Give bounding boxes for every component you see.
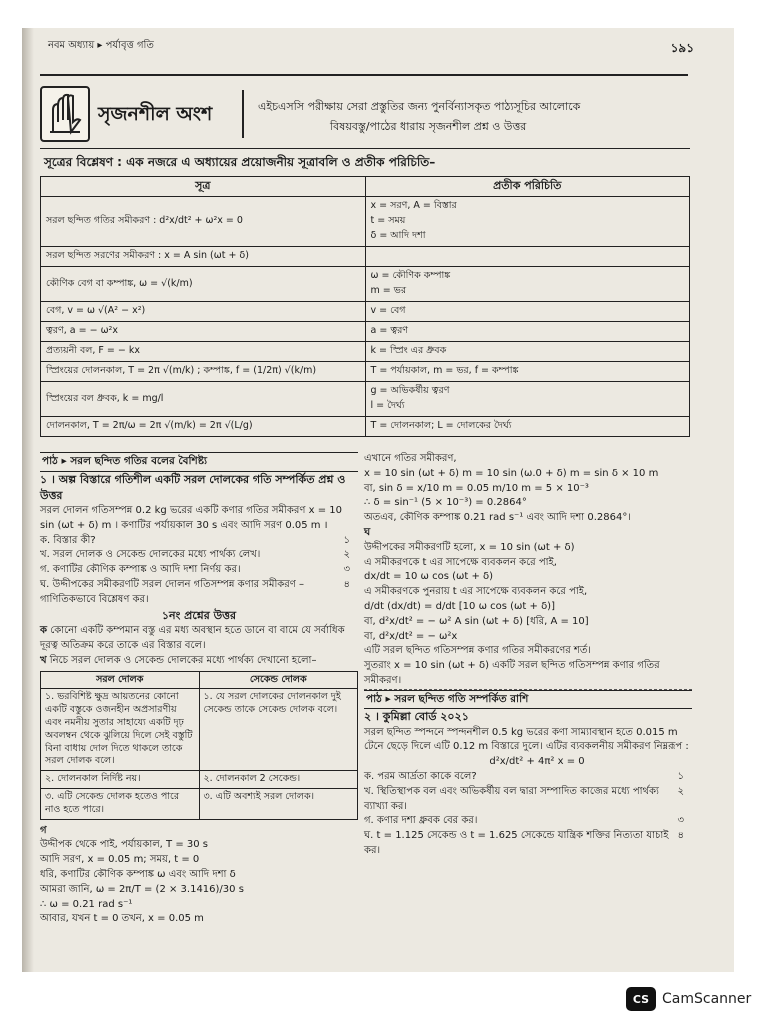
- question-2-board: কুমিল্লা বোর্ড ২০২১: [382, 710, 469, 724]
- sub-question-mark: ৩: [343, 564, 350, 576]
- right-column: [364, 452, 692, 859]
- formula-cell: স্প্রিংয়ের দোলনকাল, T = 2π √(m/k) ; কম্পাঙ্ক, f = (1/2π) √(k/m): [41, 362, 366, 382]
- symbol-cell: x = সরণ, A = বিস্তার t = সময় δ = আদি দশা: [365, 197, 690, 247]
- symbol-cell: g = অভিকর্ষীয় ত্বরণ l = দৈর্ঘ্য: [365, 382, 690, 417]
- comparison-cell-simple: ৩. এটি সেকেন্ড দোলক হতেও পারে নাও হতে পারে।: [41, 789, 200, 820]
- answer-text: নিচে সরল দোলক ও সেকেন্ড দোলকের মধ্যে পার্থক্য দেখানো হলো–: [49, 654, 317, 666]
- answer-label: ক: [40, 624, 47, 636]
- answer-line: এখানে গতির সমীকরণ,: [364, 453, 457, 464]
- sub-question: [364, 785, 692, 815]
- camscanner-text: CamScanner: [662, 991, 752, 1007]
- question-1-title: অল্প বিস্তারে গতিশীল একটি সরল দোলকের গতি সম্পর্কিত প্রশ্ন ও উত্তর: [40, 472, 346, 502]
- formula-row: [41, 362, 690, 382]
- page-number: ১৯১: [670, 41, 694, 55]
- question-1-stem: সরল দোলন গতিসম্পন্ন 0.2 kg ভরের একটি কণার গতির সমীকরণ x = 10 sin (ωt + δ) m । কণাটির পর্যায়কাল 30 s এবং আদি সরণ 0.05 m ।: [40, 505, 343, 531]
- answer-1-gh: [364, 526, 692, 689]
- section-banner: [40, 84, 690, 146]
- answer-1-kh: [40, 654, 358, 669]
- sub-question-text: খ. স্থিতিস্থাপক বল এবং অভিকর্ষীয় বল দ্বারা সম্পাদিত কাজের মধ্যে পার্থক্য ব্যাখ্যা কর।: [364, 785, 659, 812]
- formula-cell: দোলনকাল, T = 2π/ω = 2π √(m/k) = 2π √(L/g): [41, 417, 366, 437]
- answer-line: বা, sin δ = x/10 m = 0.05 m/10 m = 5 × 10⁻³: [364, 482, 589, 494]
- answer-line: ∴ ω = 0.21 rad s⁻¹: [40, 898, 133, 910]
- sub-question-mark: ৩: [677, 815, 684, 827]
- question-2-subquestions: [364, 770, 692, 859]
- comparison-cell-second: ৩. এটি অবশ্যই সরল দোলক।: [199, 789, 358, 820]
- answer-line: ধরি, কণাটির কৌণিক কম্পাঙ্ক ω এবং আদি দশা δ: [40, 869, 236, 881]
- camscanner-watermark: [626, 984, 751, 1014]
- section-bar-2: পাঠ ▸ সরল ছন্দিত গতি সম্পর্কিত রাশি: [364, 690, 692, 710]
- answer-line: বা, d²x/dt² = − ω²x: [364, 630, 458, 642]
- answer-1-title: ১নং প্রশ্নের উত্তর: [161, 608, 237, 622]
- question-2-number: ২: [364, 710, 372, 724]
- answer-text: কোনো একটি কম্পমান বস্তু এর মধ্য অবস্থান হতে ডানে বা বামে যে সর্বাধিক দূরত্ব অতিক্রম করে তাকে এর বিস্তার বলে।: [40, 624, 345, 651]
- question-1-heading: ১ । অল্প বিস্তারে গতিশীল একটি সরল দোলকের গতি সম্পর্কিত প্রশ্ন ও উত্তর: [40, 472, 346, 502]
- sub-question-mark: ২: [677, 785, 684, 797]
- answer-label: গ: [40, 824, 47, 836]
- answer-line: এ সমীকরণকে পুনরায় t এর সাপেক্ষে ব্যবকলন করে পাই,: [364, 586, 588, 598]
- comparison-cell-second: ১. যে সরল দোলকের দোলনকাল দুই সেকেন্ড তাকে সেকেন্ড দোলক বলে।: [199, 689, 358, 771]
- sub-question: [364, 770, 692, 785]
- question-1-subquestions: [40, 534, 358, 608]
- formula-cell: সরল ছন্দিত গতির সমীকরণ : d²x/dt² + ω²x = 0: [41, 197, 366, 247]
- comparison-row: [41, 689, 358, 771]
- answer-line: x = 10 sin (ωt + δ) m = 10 sin (ω.0 + δ) m = sin δ × 10 m: [364, 467, 659, 479]
- answer-line: এটি সরল ছন্দিত গতিসম্পন্ন কণার গতির সমীকরণের শর্ত।: [364, 645, 591, 657]
- answer-line: আবার, যখন t = 0 তখন, x = 0.05 m: [40, 913, 204, 925]
- answer-label: ঘ: [364, 526, 371, 538]
- answer-line: উদ্দীপকের সমীকরণটি হলো, x = 10 sin (ωt + δ): [364, 541, 575, 553]
- formula-cell: বেগ, v = ω √(A² − x²): [41, 302, 366, 322]
- formula-cell: ত্বরণ, a = − ω²x: [41, 322, 366, 342]
- answer-line: অতএব, কৌণিক কম্পাঙ্ক 0.21 rad s⁻¹ এবং আদি দশা 0.2864°।: [364, 512, 631, 524]
- comparison-row: [41, 789, 358, 820]
- answer-line: আদি সরণ, x = 0.05 m; সময়, t = 0: [40, 854, 200, 866]
- sub-question-text: ক. বিস্তার কী?: [40, 534, 96, 546]
- sub-question-text: ঘ. উদ্দীপকের সমীকরণটি সরল দোলন গতিসম্পন্ন কণার সমীকরণ – গাণিতিকভাবে বিশ্লেষণ কর।: [40, 579, 305, 605]
- banner-rule: [40, 148, 690, 149]
- comparison-cell-second: ২. দোলনকাল 2 সেকেন্ড।: [199, 771, 358, 789]
- comparison-table-body: [41, 689, 358, 819]
- comparison-row: [41, 771, 358, 789]
- symbol-cell: [365, 247, 690, 267]
- sub-question: [364, 814, 692, 829]
- banner-subtitle-2: বিষয়বস্তু/পাঠের ধারায় সৃজনশীল প্রশ্ন ও উত্তর: [330, 120, 527, 133]
- comparison-header-second: সেকেন্ড দোলক: [199, 672, 358, 689]
- formula-col-header: সূত্র: [41, 177, 366, 197]
- left-column: [40, 452, 358, 927]
- sub-question: [40, 534, 358, 549]
- answer-gh-lines: [364, 541, 692, 689]
- comparison-header-simple: সরল দোলক: [41, 672, 200, 689]
- answer-line: সুতরাং x = 10 sin (ωt + δ) একটি সরল ছন্দিত গতিসম্পন্ন কণার গতির সমীকরণ।: [364, 660, 660, 686]
- formula-row: [41, 417, 690, 437]
- comparison-table: [40, 671, 358, 819]
- symbol-col-header: প্রতীক পরিচিতি: [365, 177, 690, 197]
- formula-row: [41, 302, 690, 322]
- comparison-cell-simple: ১. ভরবিশিষ্ট ক্ষুদ্র আয়তনের কোনো একটি বস্তুকে ওজনহীন অপ্রসারণীয় এবং নমনীয় সুতার সাহায্যে একটি দৃঢ় অবলম্বন থেকে ঝুলিয়ে দিলে সেই বস্তুটি বিনা বাধায় দোল দিতে থাকলে তাকে সরল দোলক বলে।: [41, 689, 200, 771]
- answer-line: আমরা জানি, ω = 2π/T = (2 × 3.1416)/30 s: [40, 883, 244, 895]
- answer-line: ∴ δ = sin⁻¹ (5 × 10⁻³) = 0.2864°: [364, 497, 527, 509]
- sub-question-mark: ৪: [677, 830, 684, 842]
- answer-line: উদ্দীপক থেকে পাই, পর্যায়কাল, T = 30 s: [40, 839, 208, 851]
- answer-1-g: [40, 824, 358, 928]
- sub-question-text: গ. কণাটির কৌণিক কম্পাঙ্ক ও আদি দশা নির্ণয় কর।: [40, 564, 241, 576]
- scanned-page: [22, 28, 734, 972]
- sub-question-mark: ২: [343, 549, 350, 561]
- answer-line: এ সমীকরণকে t এর সাপেক্ষে ব্যবকলন করে পাই,: [364, 556, 557, 568]
- sub-question-text: ঘ. t = 1.125 সেকেন্ড ও t = 1.625 সেকেন্ডে যান্ত্রিক শক্তির নিত্যতা যাচাই কর।: [364, 830, 669, 856]
- symbol-cell: v = বেগ: [365, 302, 690, 322]
- sub-question-text: গ. কণার দশা ধ্রুবক বের কর।: [364, 815, 478, 827]
- symbol-cell: k = স্প্রিং এর ধ্রুবক: [365, 342, 690, 362]
- section-bar-1: পাঠ ▸ সরল ছন্দিত গতির বলের বৈশিষ্ট্য: [40, 452, 358, 472]
- comparison-cell-simple: ২. দোলনকাল নির্দিষ্ট নয়।: [41, 771, 200, 789]
- top-rule: [40, 74, 688, 76]
- question-1-number: ১: [40, 472, 48, 486]
- formula-row: [41, 382, 690, 417]
- sub-question-text: ক. পরম আর্দ্রতা কাকে বলে?: [364, 770, 477, 782]
- formula-cell: স্প্রিংয়ের বল ধ্রুবক, k = mg/l: [41, 382, 366, 417]
- banner-subtitle-1: এইচএসসি পরীক্ষায় সেরা প্রস্তুতির জন্য পুনর্বিন্যাসকৃত পাঠ্যসূচির আলোকে: [258, 100, 581, 113]
- formula-cell: প্রত্যয়নী বল, F = − kx: [41, 342, 366, 362]
- question-2-stem: সরল ছন্দিত স্পন্দনে স্পন্দনশীল 0.5 kg ভরের কণা সাম্যাবস্থান হতে 0.015 m টেনে ছেড়ে দিলে এটি 0.12 m বিস্তারে দুলে। এটির ব্যবকলনীয় সমীকরণ নিম্নরূপ :: [364, 726, 689, 753]
- answer-label: খ: [40, 654, 47, 666]
- sub-question: [364, 829, 692, 859]
- symbol-cell: T = পর্যায়কাল, m = ভর, f = কম্পাঙ্ক: [365, 362, 690, 382]
- sub-question-mark: ১: [343, 534, 350, 546]
- formula-cell: কৌণিক বেগ বা কম্পাঙ্ক, ω = √(k/m): [41, 267, 366, 302]
- formula-row: [41, 342, 690, 362]
- camscanner-logo-icon: CS: [626, 987, 656, 1011]
- symbol-cell: a = ত্বরণ: [365, 322, 690, 342]
- sub-question-mark: ৪: [343, 579, 350, 591]
- answer-line: বা, d²x/dt² = − ω² A sin (ωt + δ) [ধরি, A = 10]: [364, 615, 589, 627]
- formula-row: [41, 322, 690, 342]
- sub-question: [40, 578, 358, 608]
- answer-1-k: [40, 624, 358, 654]
- banner-title: সৃজনশীল অংশ: [98, 103, 213, 125]
- answer-line: dx/dt = 10 ω cos (ωt + δ): [364, 571, 494, 583]
- sub-question-text: খ. সরল দোলক ও সেকেন্ড দোলকের মধ্যে পার্থক্য লেখ।: [40, 549, 261, 561]
- formula-row: [41, 197, 690, 247]
- sub-question: [40, 548, 358, 563]
- question-2-equation: d²x/dt² + 4π² x = 0: [489, 756, 585, 768]
- answer-g-continued: [364, 452, 692, 526]
- formula-cell: সরল ছন্দিত সরণের সমীকরণ : x = A sin (ωt + δ): [41, 247, 366, 267]
- answer-line: d/dt (dx/dt) = d/dt [10 ω cos (ωt + δ)]: [364, 600, 555, 612]
- question-2-heading: ২ । কুমিল্লা বোর্ড ২০২১: [364, 710, 469, 724]
- running-head: নবম অধ্যায় ▸ পর্যাবৃত্ত গতি: [48, 40, 154, 51]
- hands-emblem-icon: [40, 86, 90, 142]
- symbol-cell: T = দোলনকাল; L = দোলকের দৈর্ঘ্য: [365, 417, 690, 437]
- formula-row: [41, 247, 690, 267]
- sub-question-mark: ১: [677, 770, 684, 782]
- formula-table-body: [41, 197, 690, 437]
- formula-table: [40, 176, 690, 437]
- formula-row: [41, 267, 690, 302]
- formula-heading: সূত্রের বিশ্লেষণ : এক নজরে এ অধ্যায়ের প্রয়োজনীয় সূত্রাবলি ও প্রতীক পরিচিতি–: [44, 155, 436, 169]
- banner-divider: [242, 90, 244, 138]
- answer-g-lines: [40, 838, 358, 927]
- symbol-cell: ω = কৌণিক কম্পাঙ্ক m = ভর: [365, 267, 690, 302]
- sub-question: [40, 563, 358, 578]
